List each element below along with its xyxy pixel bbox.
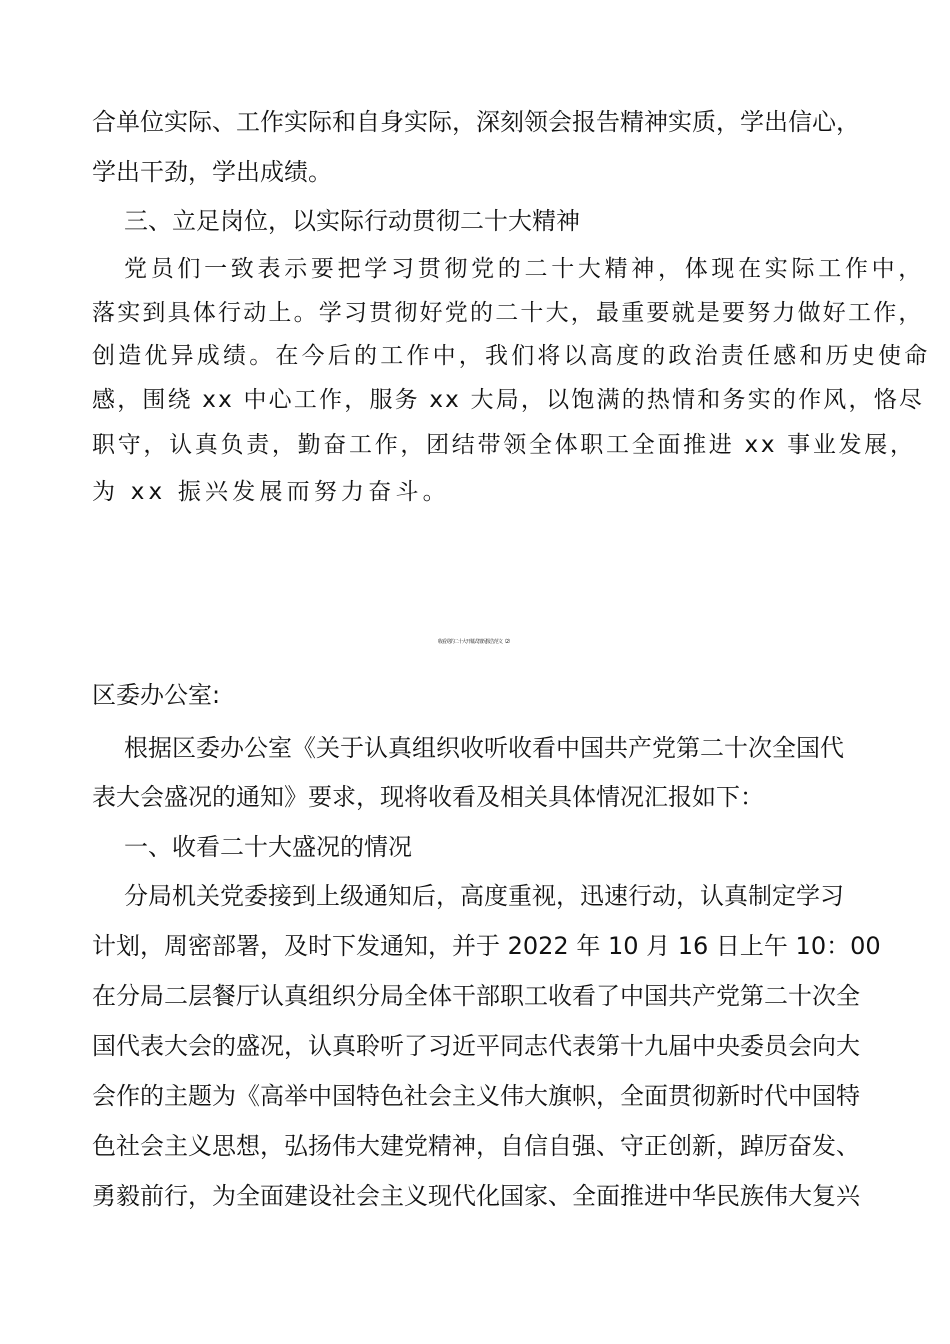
paragraph-line: 为 xx 振兴发展而努力奋斗。	[92, 479, 450, 505]
paragraph-line: 色社会主义思想，弘扬伟大建党精神，自信自强、守正创新，踔厉奋发、	[92, 1132, 860, 1160]
salutation: 区委办公室:	[92, 681, 221, 709]
paragraph-line: 在分局二层餐厅认真组织分局全体干部职工收看了中国共产党第二十次全	[92, 982, 860, 1010]
paragraph-line: 感，围绕 xx 中心工作，服务 xx 大局，以饱满的热情和务实的作风，恪尽	[92, 387, 925, 413]
paragraph-line: 会作的主题为《高举中国特色社会主义伟大旗帜，全面贯彻新时代中国特	[92, 1082, 860, 1110]
paragraph-line: 表大会盛况的通知》要求，现将收看及相关具体情况汇报如下：	[92, 783, 764, 811]
paragraph-line: 学出干劲，学出成绩。	[92, 158, 332, 186]
document-title: 收看党的二十大开幕式情况报告范文（2）	[437, 639, 513, 645]
paragraph-line: 勇毅前行，为全面建设社会主义现代化国家、全面推进中华民族伟大复兴	[92, 1182, 860, 1210]
paragraph-line: 合单位实际、工作实际和自身实际，深刻领会报告精神实质，学出信心，	[92, 108, 860, 136]
paragraph-line: 计划，周密部署，及时下发通知，并于 2022 年 10 月 16 日上午 10：00	[92, 932, 881, 960]
paragraph-line: 落实到具体行动上。学习贯彻好党的二十大，最重要就是要努力做好工作，	[92, 300, 924, 326]
paragraph-line: 分局机关党委接到上级通知后，高度重视，迅速行动，认真制定学习	[124, 882, 844, 910]
paragraph-line: 根据区委办公室《关于认真组织收听收看中国共产党第二十次全国代	[124, 734, 844, 762]
paragraph-line: 国代表大会的盛况，认真聆听了习近平同志代表第十九届中央委员会向大	[92, 1032, 860, 1060]
section-heading: 三、立足岗位，以实际行动贯彻二十大精神	[124, 207, 580, 235]
paragraph-line: 创造优异成绩。在今后的工作中，我们将以高度的政治责任感和历史使命	[92, 343, 931, 369]
paragraph-line: 党员们一致表示要把学习贯彻党的二十大精神，体现在实际工作中，	[124, 256, 925, 282]
section-heading: 一、收看二十大盛况的情况	[124, 833, 412, 861]
paragraph-line: 职守，认真负责，勤奋工作，团结带领全体职工全面推进 xx 事业发展，	[92, 432, 916, 458]
